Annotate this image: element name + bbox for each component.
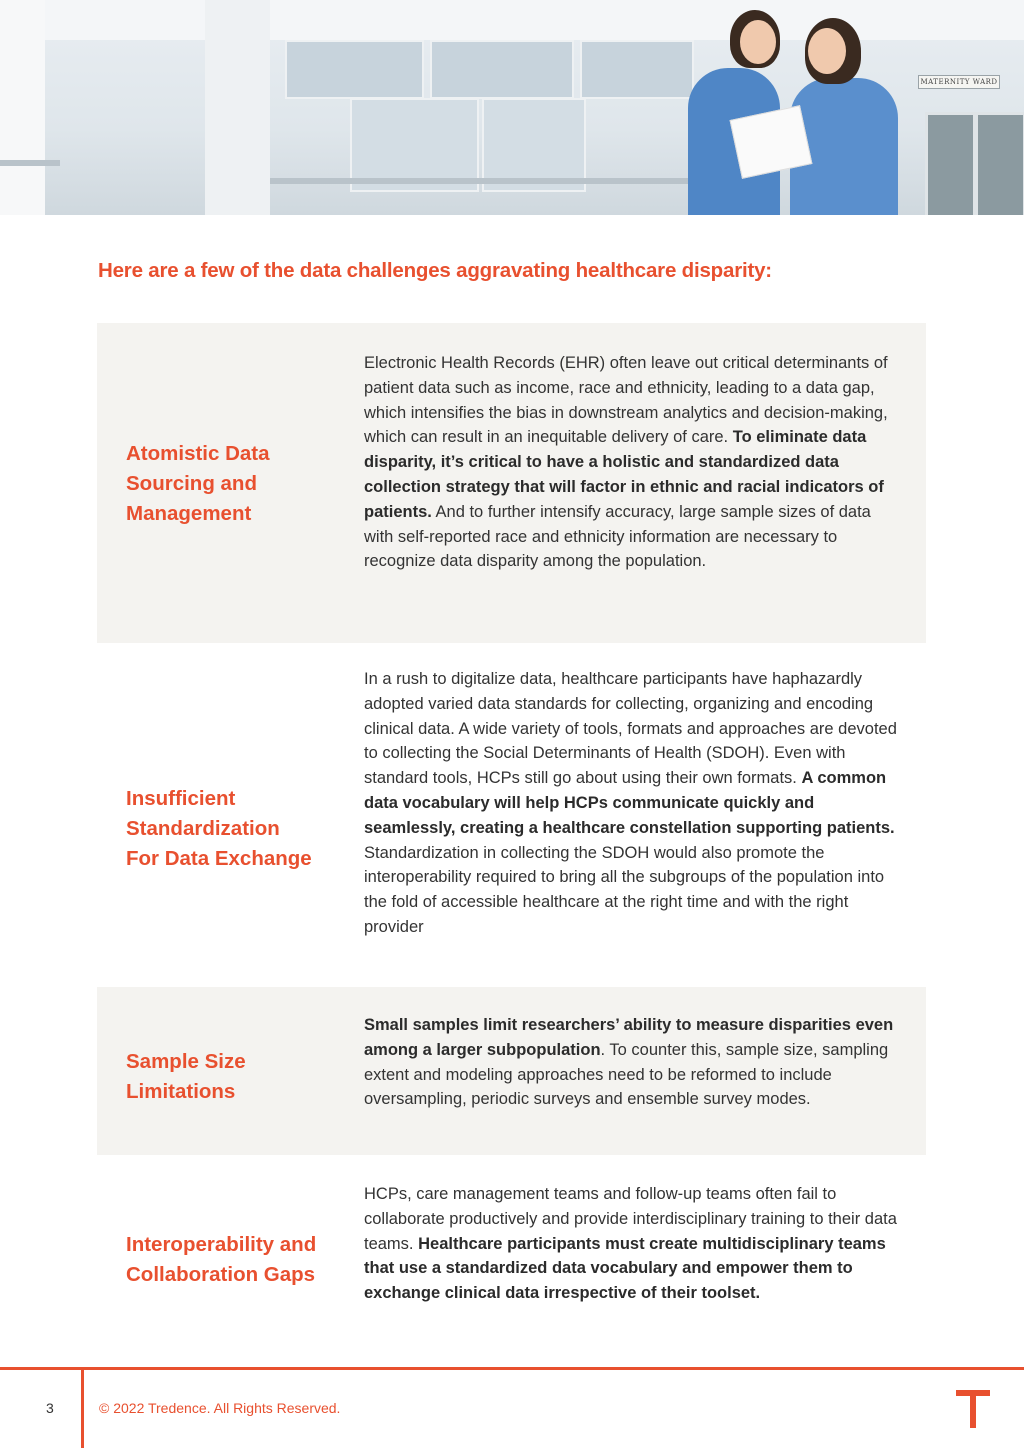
section-title-line: Limitations: [126, 1080, 236, 1103]
challenge-section-standardization: [97, 643, 926, 987]
section-body: [364, 1013, 904, 1112]
page-heading: Here are a few of the data challenges aggravating healthcare disparity:: [98, 259, 772, 282]
hero-window: [285, 40, 424, 99]
body-text-bold: To eliminate data disparity, it’s critical to have a holistic and standardized data collection strategy that will factor in ethnic and racial indicators of patients.: [364, 428, 884, 521]
nurse-face: [808, 28, 846, 74]
hero-door: [925, 112, 976, 215]
body-text-bold: Healthcare participants must create multidisciplinary teams that use a standardized data vocabulary and empower them to exchange clinical data irrespective of their toolset.: [364, 1234, 886, 1303]
footer-vertical-divider: [81, 1367, 84, 1448]
footer-divider: [0, 1367, 1024, 1370]
section-title-line: For Data Exchange: [126, 847, 312, 870]
section-title-line: Atomistic Data: [126, 442, 270, 465]
section-title-line: Interoperability and: [126, 1233, 317, 1256]
section-title-line: Sample Size: [126, 1050, 246, 1073]
body-text-bold: A common data vocabulary will help HCPs communicate quickly and seamlessly, creating a healthcare constellation supporting patients.: [364, 769, 895, 837]
body-text-bold: Small samples limit researchers’ ability to measure disparities even among a larger subpopulation: [364, 1016, 894, 1059]
hero-door: [975, 112, 1024, 215]
section-title-line: Insufficient: [126, 787, 236, 810]
challenge-section-interoperability: [97, 1155, 926, 1345]
hero-window: [430, 40, 574, 99]
hero-sign: MATERNITY WARD: [918, 75, 1000, 89]
hero-pillar: [0, 0, 45, 215]
page-number: 3: [46, 1400, 54, 1416]
hero-rail: [0, 160, 60, 166]
body-text: Standardization in collecting the SDOH would also promote the interoperability required to bring all the subgroups of the population into the fold of accessible healthcare at the right time and with the right provider: [364, 843, 885, 936]
hero-window: [580, 40, 694, 99]
challenge-section-sample-size: [97, 987, 926, 1155]
body-text: In a rush to digitalize data, healthcare participants have haphazardly adopted varied data standards for collecting, organizing and encoding clinical data. A wide variety of tools, formats and approaches are devoted to collecting the Social Determinants of Health (SDOH). Even with standard tools, HCPs still go about using their own formats.: [364, 670, 897, 788]
nurse-face: [740, 20, 776, 64]
body-text: Electronic Health Records (EHR) often leave out critical determinants of patient data such as income, race and ethnicity, leading to a data gap, which intensifies the bias in downstream analytics and decision-making, which can result in an inequitable delivery of care.: [364, 354, 888, 447]
section-body: [364, 667, 904, 940]
body-text: And to further intensify accuracy, large sample sizes of data with self-reported race and ethnicity information are necessary to recognize data disparity among the population.: [364, 502, 871, 571]
hero-rail: [270, 178, 690, 184]
section-title-line: Management: [126, 502, 252, 525]
body-text: HCPs, care management teams and follow-up teams often fail to collaborate productively and provide interdisciplinary training to their data teams.: [364, 1185, 897, 1253]
section-title-line: Standardization: [126, 817, 280, 840]
section-body: [364, 351, 904, 574]
challenge-section-atomistic: [97, 323, 926, 643]
section-title: [126, 1230, 361, 1290]
tredence-logo-icon: [956, 1390, 990, 1428]
section-title: [126, 784, 351, 874]
section-title: [126, 439, 351, 529]
copyright-text: © 2022 Tredence. All Rights Reserved.: [99, 1400, 341, 1416]
section-title-line: Sourcing and: [126, 472, 257, 495]
hero-ceiling: [0, 0, 1024, 40]
section-title-line: Collaboration Gaps: [126, 1263, 316, 1286]
hero-image: [0, 0, 1024, 215]
section-title: [126, 1047, 351, 1107]
hero-pillar: [205, 0, 270, 215]
section-body: [364, 1182, 904, 1306]
body-text: . To counter this, sample size, sampling extent and modeling approaches need to be reformed to include oversampling, periodic surveys and ensemble survey modes.: [364, 1040, 889, 1109]
